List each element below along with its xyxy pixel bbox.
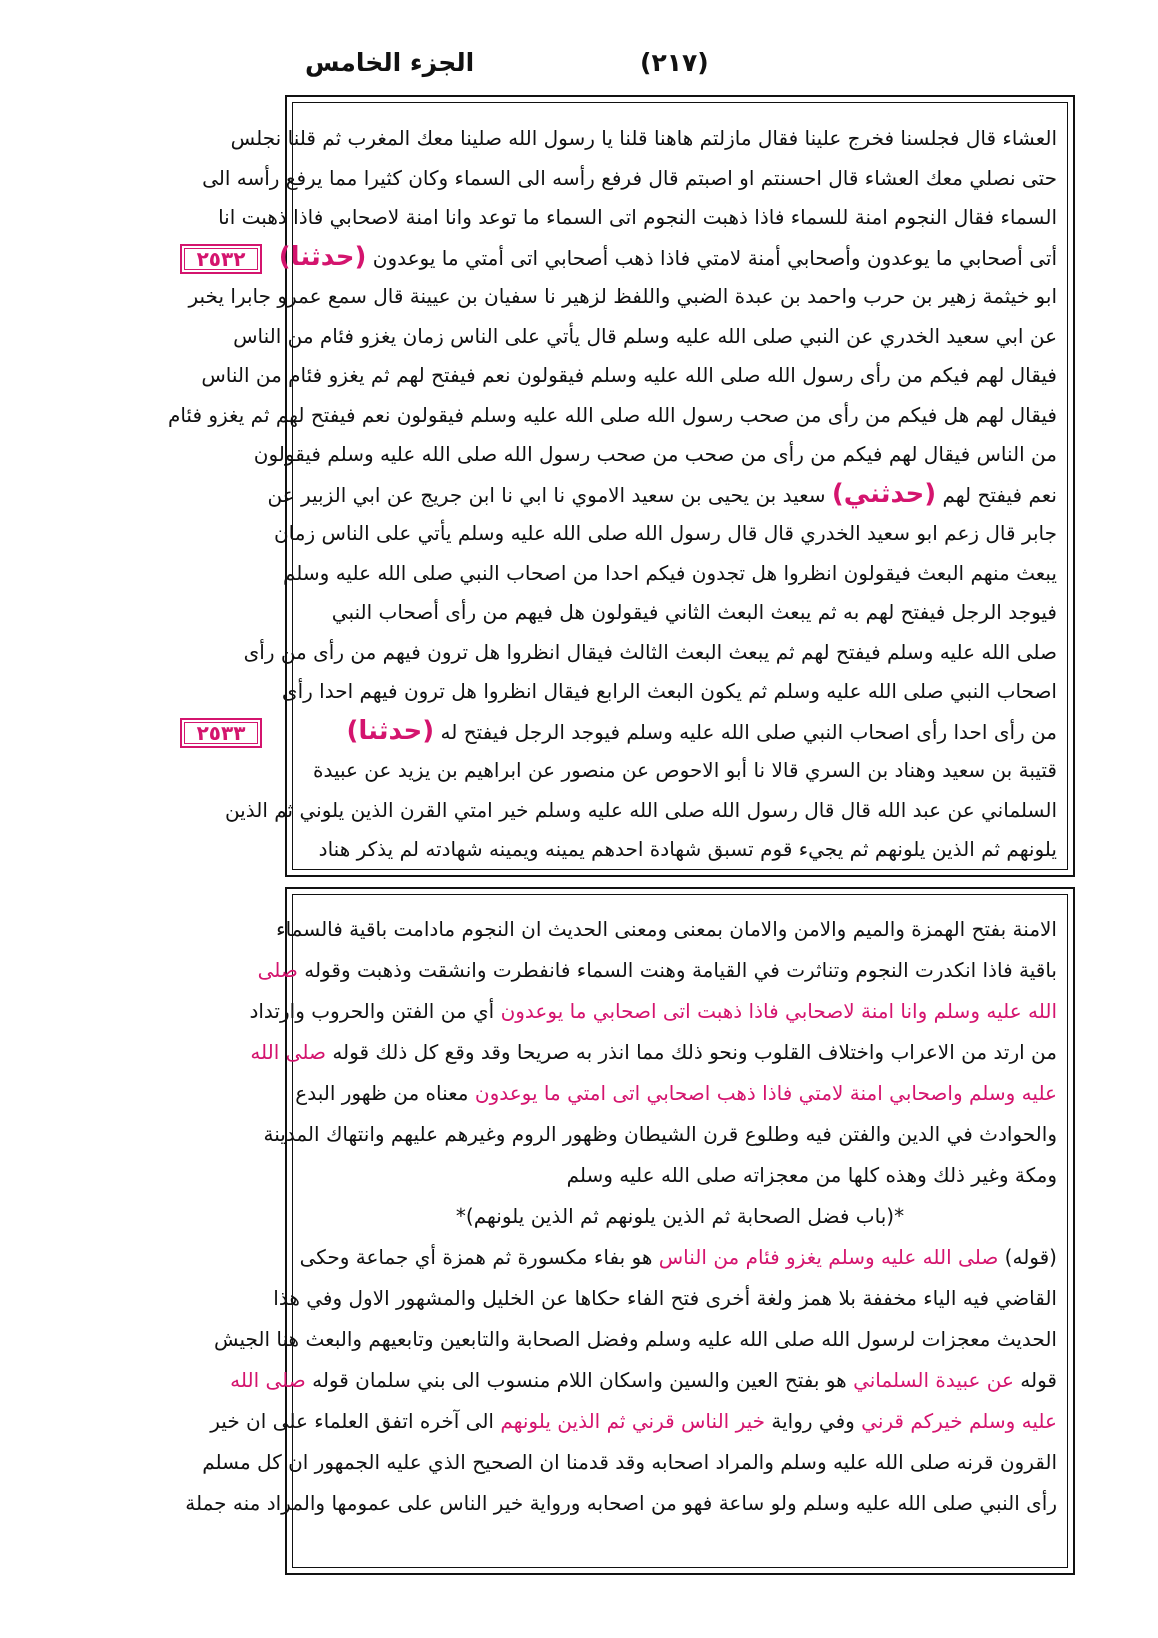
text-line: [250, 1032, 1057, 1073]
text-line: [295, 1073, 1057, 1114]
hadith-number-badge: ٢٥٣٣: [180, 718, 262, 748]
quoted-text: خير الناس قرني ثم الذين يلونهم: [500, 1409, 766, 1433]
text-line: القرون قرنه صلى الله عليه وسلم والمراد اصحابه وقد قدمنا ان الصحيح الذي عليه الجمهور ان كل مسلم: [202, 1450, 1057, 1474]
text-line: [278, 238, 1057, 278]
text-line: [230, 1360, 1057, 1401]
chapter-heading: *(باب فضل الصحابة ثم الذين يلونهم ثم الذين يلونهم)*: [455, 1204, 905, 1228]
text-segment: معناه من ظهور البدع: [295, 1081, 469, 1105]
page-number: (٢١٧): [640, 48, 709, 77]
text-line: السلماني عن عبد الله قال قال رسول الله صلى الله عليه وسلم خير امتي القرن الذين يلوني ثم الذين: [224, 797, 1057, 822]
quoted-text: عن عبيدة السلماني: [853, 1368, 1014, 1392]
quoted-text: عليه وسلم خيركم قرني: [861, 1409, 1057, 1433]
text-segment: (قوله): [1004, 1245, 1057, 1269]
text-line: [210, 1401, 1057, 1442]
text-line: [257, 950, 1057, 991]
text-line: يبعث منهم البعث فيقولون انظروا هل تجدون فيكم احدا من اصحاب النبي صلى الله عليه وسلم: [282, 560, 1057, 585]
text-line: من الناس فيقال لهم فيكم من رأى من صحب من صحب رسول الله صلى الله عليه وسلم فيقولون: [253, 442, 1057, 466]
commentary-text-frame: [185, 887, 1075, 1575]
text-line: [249, 991, 1057, 1032]
text-segment: أتى أصحابي ما يوعدون وأصحابي أمنة لامتي فاذا ذهب أصحابي اتى أمتي ما يوعدون: [372, 245, 1057, 270]
text-line: [267, 475, 1057, 515]
text-segment: هو بفاء مكسورة ثم همزة أي جماعة وحكى: [299, 1245, 653, 1269]
text-line: القاضي فيه الياء مخففة بلا همز ولغة أخرى فتح الفاء حكاها عن الخليل والمشهور الاول وفي هذا: [273, 1286, 1057, 1310]
hadith-heading: (حدثنا): [346, 715, 435, 746]
text-segment: قوله: [1020, 1368, 1057, 1392]
text-segment: الى آخره اتفق العلماء على ان خير: [210, 1409, 494, 1433]
text-segment: من رأى احدا رأى اصحاب النبي صلى الله عليه وسلم فيوجد الرجل فيفتح له: [440, 719, 1057, 744]
text-segment: نعم فيفتح لهم: [942, 482, 1057, 507]
text-line: [299, 1237, 1057, 1278]
text-line: [303, 712, 1057, 752]
hadith-heading: (حدثني): [831, 478, 937, 509]
text-segment: هو بفتح العين والسين واسكان اللام منسوب الى بني سلمان قوله: [312, 1368, 847, 1392]
text-line: فيقال لهم هل فيكم من رأى من صحب رسول الله صلى الله عليه وسلم فيقولون نعم فيفتح لهم ثم يغزو فئام: [167, 402, 1057, 427]
text-line: السماء فقال النجوم امنة للسماء فاذا ذهبت النجوم اتى السماء ما توعد وانا امنة لاصحابي فاذا ذهبت انا: [218, 205, 1057, 229]
text-line: ومكة وغير ذلك وهذه كلها من معجزاته صلى الله عليه وسلم: [566, 1163, 1057, 1187]
text-segment: من ارتد من الاعراب واختلاف القلوب ونحو ذلك مما انذر به صريحا وقد وقع كل ذلك قوله: [332, 1040, 1057, 1064]
commentary-text: [185, 909, 1057, 1524]
quoted-text: صلى الله عليه وسلم يغزو فئام من الناس: [658, 1245, 999, 1269]
text-line: رأى النبي صلى الله عليه وسلم ولو ساعة فهو من اصحابه ورواية خير الناس على عمومها والمراد منه جملة: [185, 1491, 1057, 1515]
text-line: يلونهم ثم الذين يلونهم ثم يجيء قوم تسبق شهادة احدهم يمينه ويمينه شهادته لم يذكر هناد: [318, 837, 1057, 861]
text-line: الحديث معجزات لرسول الله صلى الله عليه وسلم وفضل الصحابة والتابعين وتابعيهم والبعث هنا الجيش: [213, 1327, 1057, 1351]
text-line: الامنة بفتح الهمزة والميم والامن والامان بمعنى ومعنى الحديث ان النجوم مادامت باقية فالسماء: [276, 917, 1057, 941]
hadith-heading: (حدثنا): [278, 241, 367, 272]
text-line: عن ابي سعيد الخدري عن النبي صلى الله عليه وسلم قال يأتي على الناس زمان يغزو فئام من الناس: [233, 323, 1057, 348]
text-segment: باقية فاذا انكدرت النجوم وتناثرت في القيامة وهنت السماء فانفطرت وانشقت وذهبت وقوله: [304, 958, 1057, 982]
text-line: جابر قال زعم ابو سعيد الخدري قال قال رسول الله صلى الله عليه وسلم يأتي على الناس زمان: [273, 521, 1057, 545]
text-line: صلى الله عليه وسلم فيفتح لهم ثم يبعث البعث الثالث فيقال انظروا هل ترون فيهم من رأى من رأى: [243, 639, 1057, 664]
quoted-text: عليه وسلم واصحابي امنة لامتي فاذا ذهب اصحابي اتى امتي ما يوعدون: [474, 1081, 1057, 1105]
text-line: والحوادث في الدين والفتن فيه وطلوع قرن الشيطان وظهور الروم وغيرهم عليهم وانتهاك المدينة: [263, 1122, 1057, 1146]
text-line: فيقال لهم فيكم من رأى رسول الله صلى الله عليه وسلم فيقولون نعم فيفتح لهم ثم يغزو فئام من الناس: [201, 363, 1057, 387]
text-segment: أي من الفتن والحروب وارتداد: [249, 999, 495, 1023]
text-segment: وفي رواية: [771, 1409, 855, 1433]
text-line: قتيبة بن سعيد وهناد بن السري قالا نا أبو الاحوص عن منصور عن ابراهيم بن يزيد عن عبيدة: [312, 758, 1057, 782]
text-line: اصحاب النبي صلى الله عليه وسلم ثم يكون البعث الرابع فيقال انظروا هل ترون فيهم احدا رأى: [281, 679, 1057, 703]
quoted-text: صلى الله: [250, 1040, 326, 1064]
running-header-volume: الجزء الخامس: [305, 48, 475, 77]
quoted-text: صلى: [257, 958, 298, 982]
text-line: العشاء قال فجلسنا فخرج علينا فقال مازلتم هاهنا قلنا يا رسول الله صلينا معك المغرب ثم قلنا نجلس: [230, 126, 1057, 150]
quoted-text: صلى الله: [230, 1368, 306, 1392]
text-line: ابو خيثمة زهير بن حرب واحمد بن عبدة الضبي واللفظ لزهير نا سفيان بن عيينة قال سمع عمرو جابرا يخبر: [188, 284, 1057, 308]
text-line: حتى نصلي معك العشاء قال احسنتم او اصبتم قال فرفع رأسه الى السماء وكان كثيرا مما يرفع رأسه الى: [202, 165, 1057, 190]
text-line: فيوجد الرجل فيفتح لهم به ثم يبعث البعث الثاني فيقولون هل فيهم من رأى أصحاب النبي: [331, 600, 1057, 624]
hadith-number-badge: ٢٥٣٢: [180, 244, 262, 274]
text-segment: سعيد بن يحيى بن سعيد الاموي نا ابي نا ابن جريج عن ابي الزبير عن: [267, 482, 826, 507]
quoted-text: الله عليه وسلم وانا امنة لاصحابي فاذا ذهبت اتى اصحابي ما يوعدون: [500, 999, 1057, 1023]
